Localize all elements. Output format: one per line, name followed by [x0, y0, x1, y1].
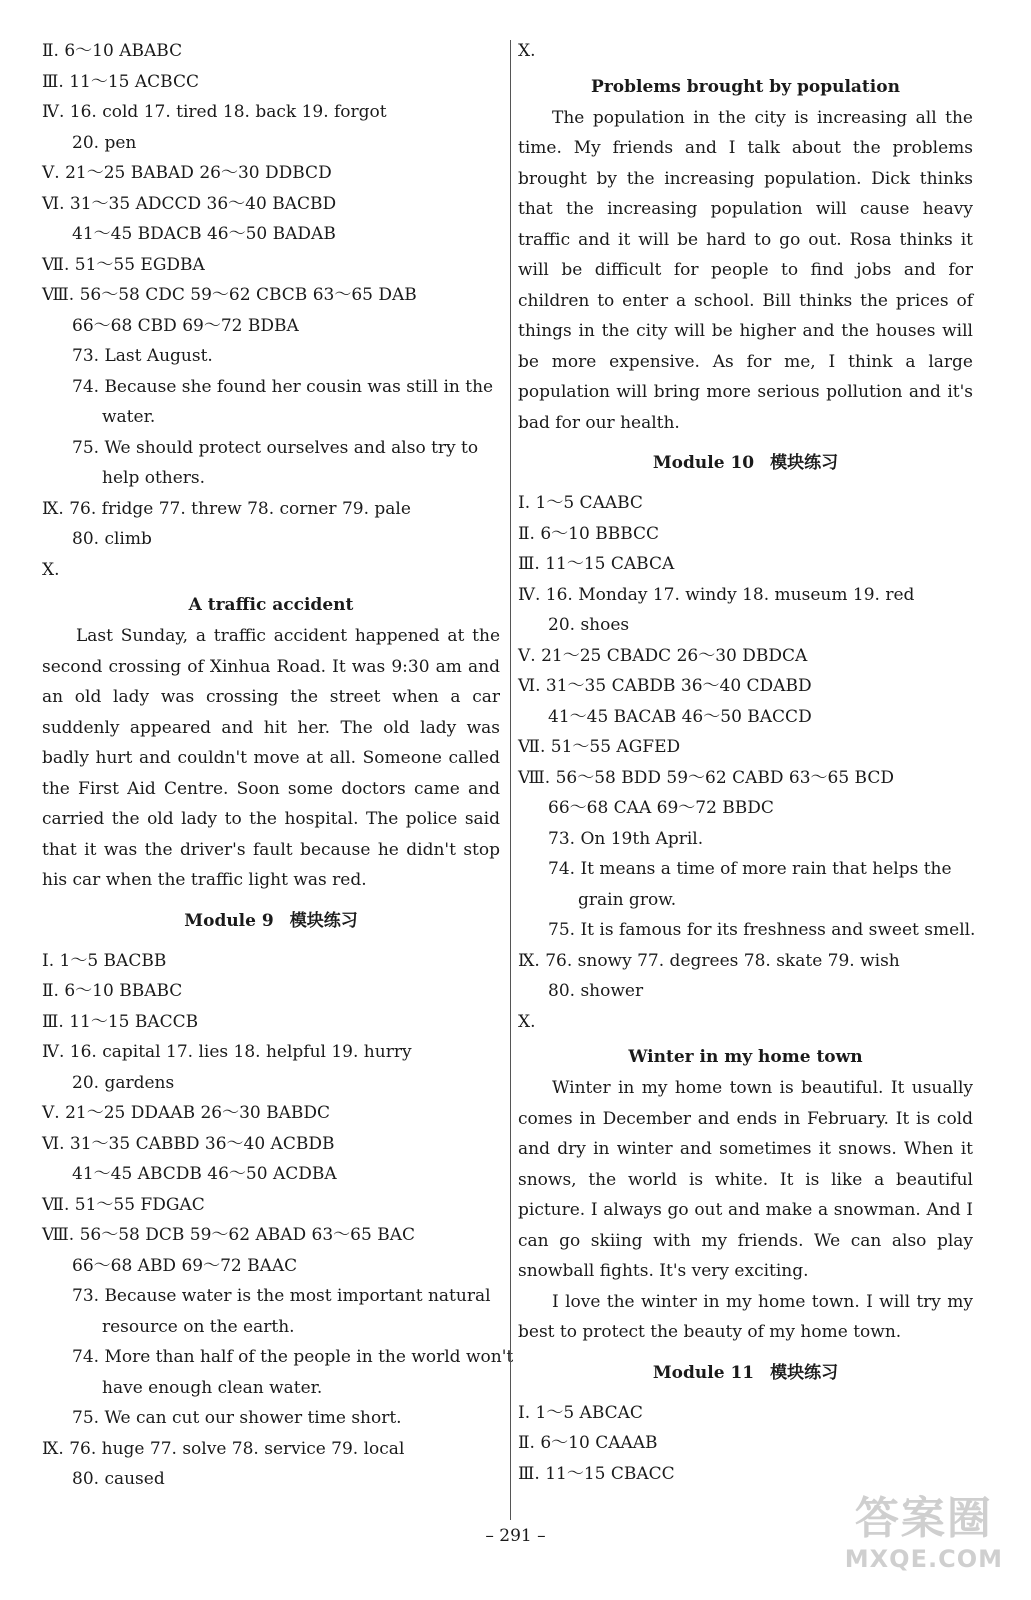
answer-line: Ⅶ. 51～55 AGFED [518, 737, 681, 757]
module-name: Module 11 [652, 1362, 755, 1383]
answer-line: have enough clean water. [102, 1377, 323, 1398]
answer-line: Ⅳ. 16. capital 17. lies 18. helpful 19. hurry [42, 1042, 412, 1062]
module-11-answer-list [518, 1398, 973, 1490]
answer-line: Ⅰ. 1～5 BACBB [42, 950, 167, 971]
answer-line: Ⅵ. 31～35 CABDB 36～40 CDABD [518, 676, 812, 696]
answer-line: 80. climb [72, 529, 152, 549]
answer-line: 20. gardens [72, 1072, 175, 1093]
answer-line: help others. [102, 468, 206, 488]
answer-line: Ⅵ. 31～35 ADCCD 36～40 BACBD [42, 193, 337, 214]
module-10-heading [518, 438, 973, 488]
watermark-cn: 答案圈 [854, 1493, 993, 1544]
answer-line: Ⅰ. 1～5 ABCAC [518, 1402, 643, 1423]
module-11-heading [518, 1348, 973, 1398]
answer-line: 75. It is famous for its freshness and sweet smell. [548, 920, 976, 940]
essay-paragraph: Winter in my home town is beautiful. It usually comes in December and ends in February. It is cold and dry in winter and sometimes it snows. When it snows, the world is white. It is like a beautiful picture. I always go out and make a snowman. And I can go skiing with my friends. We can also play snowball fights. It's very exciting. [518, 1078, 973, 1281]
answer-line: Ⅱ. 6～10 BBABC [42, 981, 183, 1001]
module-label: 模块练习 [770, 453, 839, 473]
answer-line: Ⅸ. 76. huge 77. solve 78. service 79. local [42, 1438, 405, 1459]
module-name: Module 10 [652, 453, 755, 473]
answer-line: 75. We can cut our shower time short. [72, 1408, 402, 1428]
essay-title-winter: Winter in my home town [628, 1047, 863, 1067]
answer-line: Ⅶ. 51～55 FDGAC [42, 1194, 205, 1215]
answer-line: 74. More than half of the people in the world won't [72, 1347, 514, 1367]
answer-line: Ⅲ. 11～15 ACBCC [42, 71, 199, 92]
answer-line: Ⅱ. 6～10 ABABC [42, 41, 183, 61]
answer-line: Ⅹ. [518, 1011, 536, 1032]
answer-line: 73. Last August. [72, 346, 213, 366]
module-name: Module 9 [184, 910, 274, 931]
answer-line: grain grow. [578, 889, 677, 910]
module-9-answer-list [42, 946, 514, 1495]
answer-line: Ⅲ. 11～15 BACCB [42, 1011, 199, 1032]
column-divider [510, 40, 511, 1520]
answer-line: resource on the earth. [102, 1316, 295, 1337]
essay-paragraph: The population in the city is increasing all the time. My friends and I talk about the problems brought by the increasing population. Dick thinks that the increasing population will cause heavy traffic and it will be hard to go out. Rosa thinks it will be difficult for people to find jobs and for children to enter a school. Bill thinks the prices of things in the city will be higher and the houses will be more expensive. As for me, I think a large population will bring more serious pollution and it's bad for our health. [518, 107, 973, 433]
essay-population [518, 103, 973, 439]
answer-line: 74. Because she found her cousin was still in the [72, 376, 494, 397]
answer-line: 66～68 CBD 69～72 BDBA [72, 315, 299, 336]
answer-line: 80. caused [72, 1469, 165, 1489]
answer-line: 80. shower [548, 981, 644, 1001]
answer-line: 41～45 ABCDB 46～50 ACDBA [72, 1164, 337, 1184]
essay-paragraph: Last Sunday, a traffic accident happened at the second crossing of Xinhua Road. It was 9:30 am and an old lady was crossing the street when a car suddenly appeared and hit her. The old lady was badly hurt and couldn't move at all. Someone called the First Aid Centre. Soon some doctors came and carried the old lady to the hospital. The police said that it was the driver's fault because he didn't stop his car when the traffic light was red. [42, 626, 500, 890]
answer-line: Ⅷ. 56～58 CDC 59～62 CBCB 63～65 DAB [42, 285, 417, 305]
module-9-heading [42, 896, 500, 946]
module-label: 模块练习 [770, 1362, 839, 1383]
answer-line: 74. It means a time of more rain that helps the [548, 859, 952, 879]
section-label: Ⅹ. [518, 41, 536, 61]
answer-line: Ⅲ. 11～15 CABCA [518, 554, 675, 574]
answer-line: 41～45 BDACB 46～50 BADAB [72, 224, 336, 244]
answer-line: Ⅵ. 31～35 CABBD 36～40 ACBDB [42, 1133, 335, 1154]
answer-line: 20. shoes [548, 615, 630, 635]
answer-line: Ⅶ. 51～55 EGDBA [42, 254, 205, 275]
answer-line: 66～68 CAA 69～72 BBDC [548, 798, 774, 818]
essay-paragraph: I love the winter in my home town. I will try my best to protect the beauty of my home town. [518, 1291, 973, 1342]
answer-line: Ⅴ. 21～25 BABAD 26～30 DDBCD [42, 163, 332, 183]
answer-line: Ⅸ. 76. snowy 77. degrees 78. skate 79. wish [518, 950, 900, 971]
answer-line: Ⅲ. 11～15 CBACC [518, 1463, 675, 1484]
answer-line: 41～45 BACAB 46～50 BACCD [548, 706, 812, 727]
answer-line: Ⅷ. 56～58 BDD 59～62 CABD 63～65 BCD [518, 767, 895, 788]
answer-line: 20. pen [72, 132, 137, 153]
answer-line: Ⅴ. 21～25 CBADC 26～30 DBDCA [518, 645, 808, 666]
essay-title-population: Problems brought by population [591, 76, 900, 97]
left-answer-list [42, 36, 500, 585]
answer-line: Ⅳ. 16. Monday 17. windy 18. museum 19. red [518, 584, 915, 605]
answer-line: water. [102, 407, 156, 427]
answer-line: Ⅱ. 6～10 CAAAB [518, 1433, 658, 1453]
module-label: 模块练习 [289, 910, 358, 931]
answer-line: Ⅱ. 6～10 BBBCC [518, 523, 660, 544]
answer-line: Ⅰ. 1～5 CAABC [518, 493, 643, 513]
right-column [518, 36, 976, 1489]
answer-line: Ⅸ. 76. fridge 77. threw 78. corner 79. pale [42, 498, 411, 519]
answer-line: Ⅴ. 21～25 DDAAB 26～30 BABDC [42, 1103, 331, 1123]
page-number: – 291 – [485, 1526, 546, 1546]
essay-traffic-accident [42, 621, 500, 896]
answer-line: Ⅳ. 16. cold 17. tired 18. back 19. forgot [42, 102, 387, 122]
watermark-en: MXQE.COM [844, 1545, 1003, 1573]
answer-line: 66～68 ABD 69～72 BAAC [72, 1255, 298, 1276]
answer-line: 73. Because water is the most important natural [72, 1286, 491, 1306]
answer-line: Ⅷ. 56～58 DCB 59～62 ABAD 63～65 BAC [42, 1225, 415, 1245]
module-10-answer-list [518, 488, 976, 1037]
answer-line: 75. We should protect ourselves and also try to [72, 437, 479, 458]
essay-winter [518, 1073, 973, 1348]
watermark-logo [845, 1493, 1003, 1573]
answer-line: Ⅹ. [42, 559, 60, 580]
left-column [42, 36, 514, 1495]
answer-line: 73. On 19th April. [548, 828, 704, 849]
essay-title-traffic-accident: A traffic accident [188, 595, 354, 615]
